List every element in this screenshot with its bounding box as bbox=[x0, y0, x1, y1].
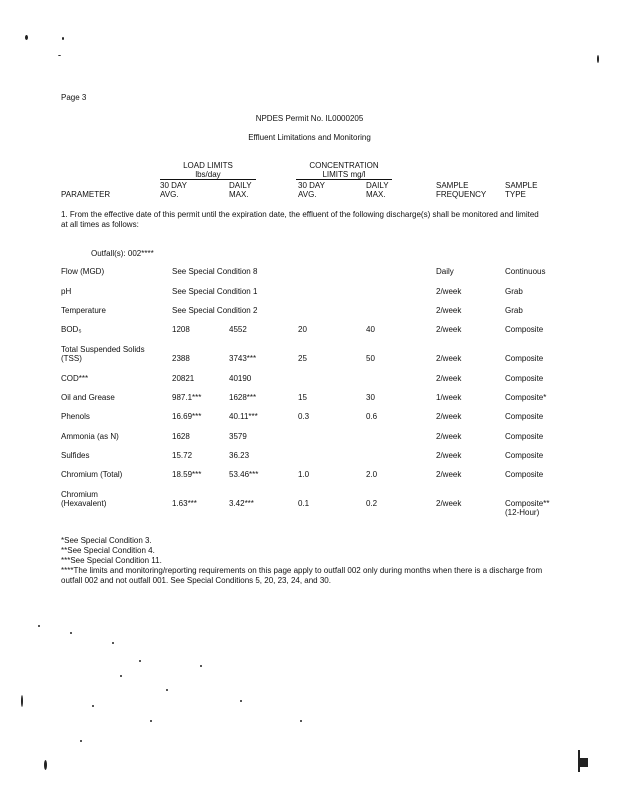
row-load-30day: 1628 bbox=[172, 432, 190, 441]
row-conc-30day: 0.1 bbox=[298, 499, 310, 508]
row-parameter: Sulfides bbox=[61, 451, 90, 460]
row-conc-30day: 25 bbox=[298, 354, 307, 363]
row-load-daily: 40.11*** bbox=[229, 412, 258, 421]
row-conc-30day: 1.0 bbox=[298, 470, 310, 479]
load-daily-heading: DAILY MAX. bbox=[229, 181, 252, 199]
footnote-3: ***See Special Condition 11. bbox=[61, 556, 162, 565]
row-sample-type: Composite bbox=[505, 451, 544, 460]
footnote-5: outfall 002 and not outfall 001. See Special Conditions 5, 20, 23, 24, and 30. bbox=[61, 576, 331, 585]
outfall-label: Outfall(s): 002**** bbox=[91, 249, 154, 258]
row-sample-frequency: 2/week bbox=[436, 354, 462, 363]
row-load-daily: 3743*** bbox=[229, 354, 257, 363]
row-sample-type: Composite bbox=[505, 412, 544, 421]
row-sample-type: Composite bbox=[505, 470, 544, 479]
load-30day-heading: 30 DAY AVG. bbox=[160, 181, 187, 199]
row-sample-frequency: 2/week bbox=[436, 470, 462, 479]
row-conc-daily: 0.2 bbox=[366, 499, 378, 508]
row-conc-daily: 2.0 bbox=[366, 470, 378, 479]
intro-line-2: at all times as follows: bbox=[61, 220, 139, 229]
row-parameter: Ammonia (as N) bbox=[61, 432, 119, 441]
permit-title: NPDES Permit No. IL0000205 bbox=[255, 114, 364, 123]
conc-30day-heading: 30 DAY AVG. bbox=[298, 181, 325, 199]
row-sample-frequency: 2/week bbox=[436, 325, 462, 334]
row-conc-30day: 20 bbox=[298, 325, 307, 334]
page-number: Page 3 bbox=[61, 93, 87, 102]
row-load-daily: 40190 bbox=[229, 374, 252, 383]
row-parameter: Phenols bbox=[61, 412, 90, 421]
footnote-1: *See Special Condition 3. bbox=[61, 536, 152, 545]
row-parameter: Temperature bbox=[61, 306, 106, 315]
row-sample-type: Composite bbox=[505, 374, 544, 383]
row-load-daily: 3.42*** bbox=[229, 499, 254, 508]
row-parameter-line2: (Hexavalent) bbox=[61, 499, 107, 508]
row-load-daily: 53.46*** bbox=[229, 470, 259, 479]
row-sample-type-line2: (12-Hour) bbox=[505, 508, 540, 517]
sample-type-heading: SAMPLE TYPE bbox=[505, 181, 538, 199]
row-parameter: pH bbox=[61, 287, 72, 296]
footnote-4: ****The limits and monitoring/reporting requirements on this page apply to outfall 002 only during months when there is a discharge from bbox=[61, 566, 543, 575]
row-conc-daily: 30 bbox=[366, 393, 375, 402]
row-parameter: Flow (MGD) bbox=[61, 267, 105, 276]
row-sample-frequency: 2/week bbox=[436, 451, 462, 460]
row-sample-frequency: 2/week bbox=[436, 287, 462, 296]
footnote-2: **See Special Condition 4. bbox=[61, 546, 155, 555]
row-conc-30day: 15 bbox=[298, 393, 307, 402]
row-sample-type: Continuous bbox=[505, 267, 546, 276]
row-sample-type: Grab bbox=[505, 306, 523, 315]
row-sample-frequency: 1/week bbox=[436, 393, 462, 402]
concentration-heading: CONCENTRATION bbox=[309, 161, 379, 170]
row-sample-frequency: 2/week bbox=[436, 432, 462, 441]
row-sample-frequency: 2/week bbox=[436, 412, 462, 421]
row-parameter: BOD₅ bbox=[61, 325, 82, 334]
row-load-30day: 18.59*** bbox=[172, 470, 202, 479]
row-conc-daily: 50 bbox=[366, 354, 375, 363]
row-load-30day: See Special Condition 1 bbox=[172, 287, 258, 296]
row-sample-type: Composite bbox=[505, 354, 544, 363]
row-load-daily: 36.23 bbox=[229, 451, 250, 460]
row-parameter: Oil and Grease bbox=[61, 393, 115, 402]
row-load-daily: 3579 bbox=[229, 432, 247, 441]
row-load-30day: 16.69*** bbox=[172, 412, 202, 421]
row-sample-type: Composite bbox=[505, 325, 544, 334]
row-load-30day: 2388 bbox=[172, 354, 190, 363]
row-load-30day: 15.72 bbox=[172, 451, 193, 460]
intro-line-1: 1. From the effective date of this permit until the expiration date, the effluent of the following discharge(s) shall be monitored and limited bbox=[61, 210, 539, 219]
row-parameter: Chromium bbox=[61, 490, 98, 499]
section-title: Effluent Limitations and Monitoring bbox=[248, 133, 371, 142]
row-load-30day: 1.63*** bbox=[172, 499, 197, 508]
row-sample-frequency: 2/week bbox=[436, 306, 462, 315]
parameter-heading: PARAMETER bbox=[61, 190, 111, 199]
row-sample-frequency: Daily bbox=[436, 267, 454, 276]
row-sample-type: Grab bbox=[505, 287, 523, 296]
row-load-30day: See Special Condition 8 bbox=[172, 267, 258, 276]
row-load-daily: 4552 bbox=[229, 325, 247, 334]
row-parameter-line2: (TSS) bbox=[61, 354, 82, 363]
row-load-30day: 20821 bbox=[172, 374, 195, 383]
row-sample-type: Composite* bbox=[505, 393, 547, 402]
row-sample-type: Composite** bbox=[505, 499, 550, 508]
row-load-daily: 1628*** bbox=[229, 393, 257, 402]
row-load-30day: 1208 bbox=[172, 325, 190, 334]
row-sample-type: Composite bbox=[505, 432, 544, 441]
conc-daily-heading: DAILY MAX. bbox=[366, 181, 389, 199]
row-conc-daily: 40 bbox=[366, 325, 375, 334]
row-conc-daily: 0.6 bbox=[366, 412, 378, 421]
row-sample-frequency: 2/week bbox=[436, 499, 462, 508]
load-limits-heading: LOAD LIMITS bbox=[183, 161, 233, 170]
sample-frequency-heading: SAMPLE FREQUENCY bbox=[436, 181, 487, 199]
load-units: lbs/day bbox=[160, 170, 256, 180]
row-sample-frequency: 2/week bbox=[436, 374, 462, 383]
row-parameter: COD*** bbox=[61, 374, 89, 383]
row-parameter: Total Suspended Solids bbox=[61, 345, 145, 354]
row-conc-30day: 0.3 bbox=[298, 412, 310, 421]
row-load-30day: 987.1*** bbox=[172, 393, 202, 402]
row-parameter: Chromium (Total) bbox=[61, 470, 123, 479]
row-load-30day: See Special Condition 2 bbox=[172, 306, 258, 315]
concentration-units: LIMITS mg/l bbox=[296, 170, 392, 180]
